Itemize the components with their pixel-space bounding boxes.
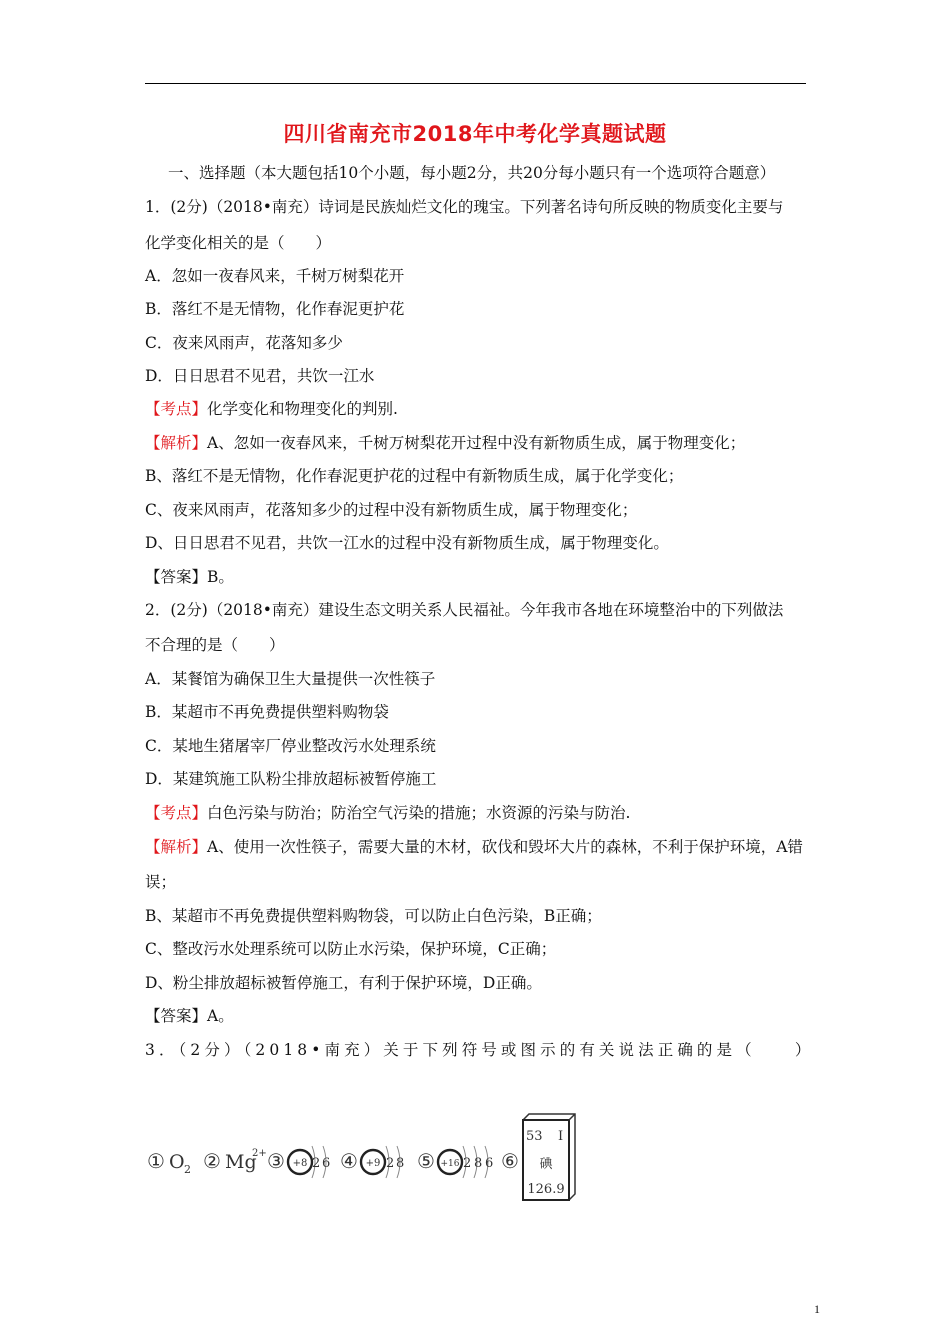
nucleus-charge: +16 [440,1159,460,1169]
q2-stem-line1: 2．(2分)（2018•南充）建设生态文明关系人民福祉。今年我市各地在环境整治中的下列做法 [145,601,784,619]
q1-jiexi-text: A、忽如一夜春风来，千树万树梨花开过程中没有新物质生成，属于物理变化； [207,434,746,452]
q2-jiexi-c: C、整改污水处理系统可以防止水污染，保护环境，C正确； [145,940,557,958]
mg-symbol: Mg [225,1151,257,1173]
label-2: ② [203,1149,221,1173]
electron-count: 8 [474,1156,483,1171]
q2-stem-line2: 不合理的是（ ） [145,636,285,654]
chemistry-symbols-figure [145,1110,585,1205]
atomic-mass: 126.9 [527,1182,565,1197]
label-3: ③ [267,1149,285,1173]
q1-kaodian [145,399,398,419]
q2-jiexi-text: A、使用一次性筷子，需要大量的木材，砍伐和毁坏大片的森林，不利于保护环境，A错 [207,838,803,856]
q2-option-a: A．某餐馆为确保卫生大量提供一次性筷子 [145,670,436,688]
q2-kaodian-tag: 【考点】 [145,804,208,822]
q2-kaodian-text: 白色污染与防治；防治空气污染的措施；水资源的污染与防治. [207,804,631,822]
q2-jiexi-d: D、粉尘排放超标被暂停施工，有利于保护环境，D正确。 [145,974,542,992]
nucleus-charge: +8 [292,1158,308,1169]
q2-option-d: D．某建筑施工队粉尘排放超标被暂停施工 [145,770,437,788]
periodic-table-cell-iodine [523,1114,575,1200]
q1-jiexi-c: C、夜来风雨声，花落知多少的过程中没有新物质生成，属于物理变化； [145,501,638,519]
page-number: 1 [814,1302,820,1316]
label-1: ① [147,1149,165,1173]
electron-count: 8 [396,1156,405,1171]
q1-option-b: B．落红不是无情物，化作春泥更护花 [145,300,405,318]
q1-option-c: C．夜来风雨声，花落知多少 [145,334,343,352]
element-name: 碘 [539,1157,553,1172]
atomic-number: 53 [526,1129,543,1144]
q3-stem: 3．（2分）（2018•南充）关于下列符号或图示的有关说法正确的是（ ） [145,1041,815,1059]
q2-answer: 【答案】A。 [145,1007,234,1025]
o2-subscript: 2 [184,1163,191,1176]
q1-option-a: A．忽如一夜春风来，千树万树梨花开 [145,267,405,285]
electron-count: 2 [312,1156,321,1171]
q1-jiexi-d: D、日日思君不见君，共饮一江水的过程中没有新物质生成，属于物理变化。 [145,534,669,552]
electron-count: 6 [322,1156,331,1171]
element-symbol: I [558,1129,564,1144]
atom-diagram-sulfur [438,1146,493,1178]
mg-superscript: 2+ [252,1148,267,1159]
atom-diagram-oxygen [288,1146,330,1178]
cell-edge [569,1114,575,1120]
q1-jiexi [145,433,745,453]
q2-option-c: C．某地生猪屠宰厂停业整改污水处理系统 [145,737,436,755]
label-6: ⑥ [501,1149,519,1173]
atom-diagram-fluorine [361,1146,404,1178]
q1-stem-line1: 1．(2分)（2018•南充）诗词是民族灿烂文化的瑰宝。下列著名诗句所反映的物质变化主要与 [145,198,784,216]
electron-count: 6 [485,1156,494,1171]
q2-jiexi-b: B、某超市不再免费提供塑料购物袋，可以防止白色污染，B正确； [145,907,602,925]
q1-jiexi-tag: 【解析】 [145,434,208,452]
q1-jiexi-b: B、落红不是无情物，化作春泥更护花的过程中有新物质生成，属于化学变化； [145,467,684,485]
label-4: ④ [340,1149,358,1173]
q1-answer: 【答案】B。 [145,568,234,586]
q2-jiexi [145,837,803,857]
q1-option-d: D．日日思君不见君，共饮一江水 [145,367,375,385]
q2-jiexi-cont: 误； [145,873,177,891]
header-rule [145,83,806,84]
nucleus-charge: +9 [365,1158,381,1169]
q1-kaodian-tag: 【考点】 [145,400,208,418]
section-heading: 一、选择题（本大题包括10个小题，每小题2分，共20分每小题只有一个选项符合题意） [168,164,776,182]
label-5: ⑤ [417,1149,435,1173]
o2-symbol: O [169,1151,185,1173]
document-title: 四川省南充市2018年中考化学真题试题 [283,122,667,146]
q2-option-b: B．某超市不再免费提供塑料购物袋 [145,703,389,721]
q2-kaodian [145,803,630,823]
electron-count: 2 [463,1156,472,1171]
electron-count: 2 [386,1156,395,1171]
q1-stem-line2: 化学变化相关的是（ ） [145,234,332,252]
q2-jiexi-tag: 【解析】 [145,838,208,856]
q1-kaodian-text: 化学变化和物理变化的判别. [207,400,398,418]
